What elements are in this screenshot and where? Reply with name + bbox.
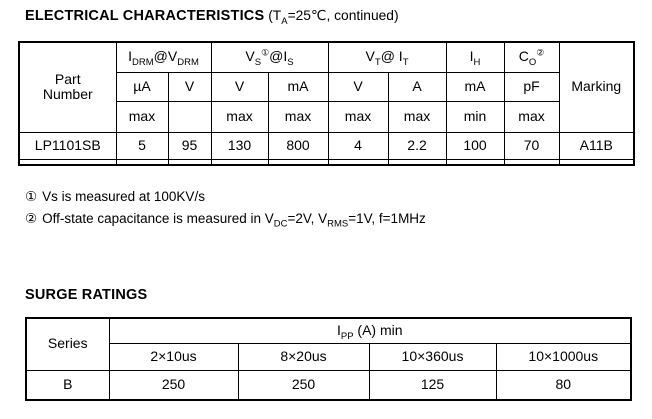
idrm-value: 5 — [116, 132, 168, 159]
vdrm-value: 95 — [168, 132, 211, 159]
footnote-1-text: Vs is measured at 100KV/s — [42, 189, 205, 204]
footnote-1 — [25, 186, 426, 208]
co-group-header: $C_O^②$ — [504, 42, 559, 72]
unit-v-vt: V — [328, 72, 388, 101]
ipp-group-header: $I_{PP}$ (A) min — [109, 318, 631, 343]
vs-is-group-header: $V_S^①@I_S$ — [211, 42, 328, 72]
ipp-8x20us-value: 250 — [238, 370, 369, 400]
limit-it: max — [388, 101, 446, 132]
test-condition-text: ($T_A=25℃$, continued) — [264, 8, 399, 27]
surge-data-row — [26, 370, 631, 400]
ipp-10x1000us-value: 80 — [496, 370, 631, 400]
limit-idrm: max — [116, 101, 168, 132]
footnotes-block — [25, 186, 426, 229]
limit-is: max — [268, 101, 328, 132]
limit-vdrm — [168, 101, 211, 132]
footnote-2 — [25, 208, 426, 230]
footnote-2-marker: ② — [25, 210, 38, 226]
marking-header: Marking — [559, 42, 634, 132]
footnote-1-marker: ① — [25, 189, 38, 204]
unit-ma-ih: mA — [446, 72, 504, 101]
electrical-characteristics-title: ELECTRICAL CHARACTERISTICS — [25, 8, 265, 24]
series-header: Series — [26, 318, 109, 370]
surge-ratings-table — [25, 317, 632, 401]
empty-sliver-row — [19, 159, 634, 165]
pulse-10x360us-header: 10×360us — [369, 343, 496, 370]
ipp-header-row — [26, 318, 631, 343]
marking-value: A11B — [559, 132, 634, 159]
it-value: 2.2 — [388, 132, 446, 159]
limit-co: max — [504, 101, 559, 132]
unit-v-vs: V — [211, 72, 268, 101]
pulse-8x20us-header: 8×20us — [238, 343, 369, 370]
limit-ih: min — [446, 101, 504, 132]
unit-ma-is: mA — [268, 72, 328, 101]
footnote-2-text: Off-state capacitance is measured in $V_{DC}=2V$, $V_{RMS}=1V$, f=1MHz — [42, 210, 426, 230]
group-header-row — [19, 42, 634, 72]
surge-ratings-title: SURGE RATINGS — [25, 287, 148, 303]
pulse-width-header-row — [26, 343, 631, 370]
unit-v-drm: V — [168, 72, 211, 101]
ipp-10x360us-value: 125 — [369, 370, 496, 400]
electrical-characteristics-table — [18, 41, 635, 166]
limit-vt: max — [328, 101, 388, 132]
part-number-header: Part Number — [19, 42, 116, 132]
unit-a-it: A — [388, 72, 446, 101]
vt-it-group-header: $V_T@$ $I_T$ — [328, 42, 446, 72]
limit-vs: max — [211, 101, 268, 132]
part-data-row — [19, 132, 634, 159]
pulse-2x10us-header: 2×10us — [109, 343, 238, 370]
idrm-vdrm-group-header: $I_{DRM}@V_{DRM}$ — [116, 42, 211, 72]
unit-ua: µA — [116, 72, 168, 101]
is-value: 800 — [268, 132, 328, 159]
vt-value: 4 — [328, 132, 388, 159]
part-number-value: LP1101SB — [19, 132, 116, 159]
ipp-2x10us-value: 250 — [109, 370, 238, 400]
ih-value: 100 — [446, 132, 504, 159]
co-value: 70 — [504, 132, 559, 159]
unit-pf-co: pF — [504, 72, 559, 101]
ih-group-header: $I_H$ — [446, 42, 504, 72]
vs-value: 130 — [211, 132, 268, 159]
section-heading-surge — [25, 287, 147, 303]
section-heading-electrical — [25, 8, 399, 27]
series-value: B — [26, 370, 109, 400]
pulse-10x1000us-header: 10×1000us — [496, 343, 631, 370]
